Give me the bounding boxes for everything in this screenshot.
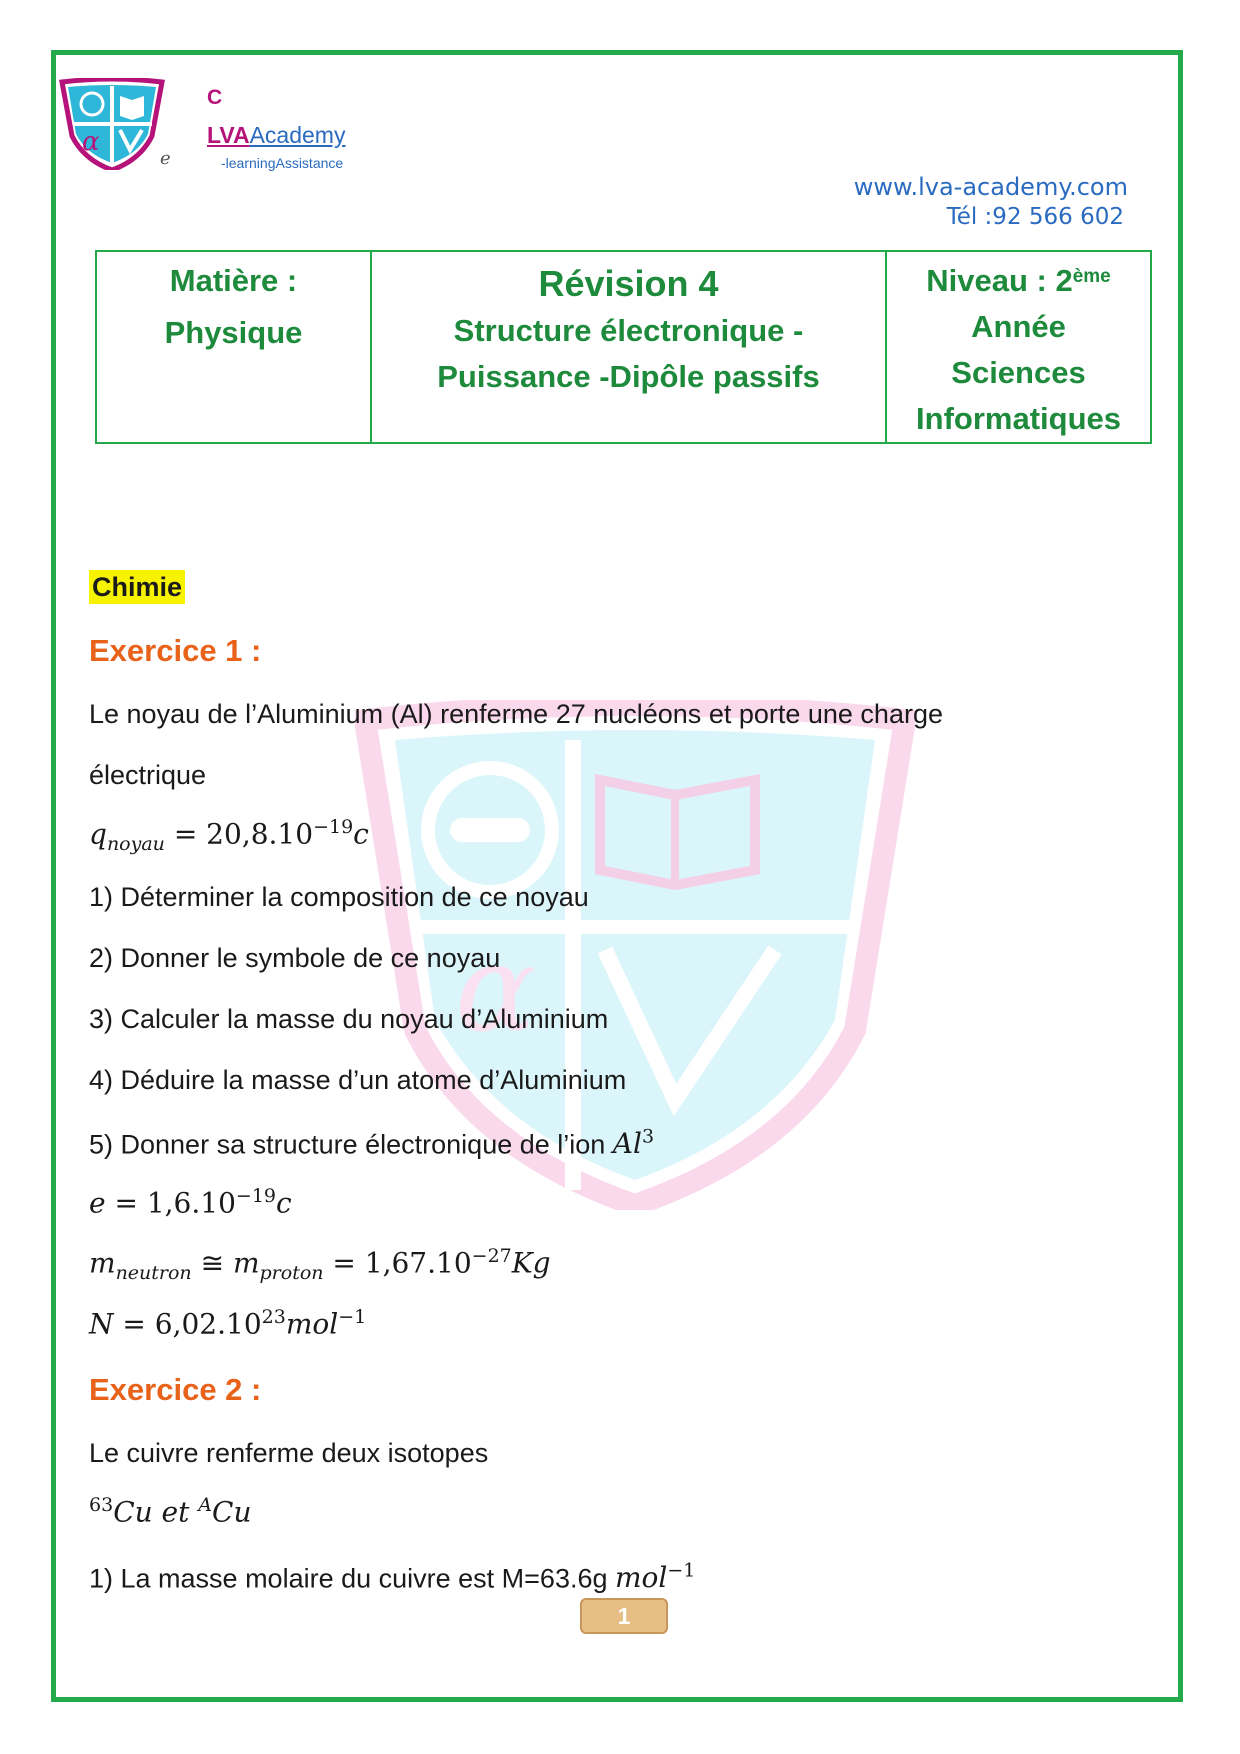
section-highlight: Chimie — [89, 570, 185, 604]
exercise-1-intro-line1: Le noyau de l’Aluminium (Al) renferme 27 nucléons et porte une charge — [89, 699, 943, 729]
academy-logo-icon — [58, 78, 166, 170]
exercise-1-title: Exercice 1 : — [89, 633, 262, 668]
formula-avogadro: $N = 6,02.10^{23}mol^{-1}$ — [89, 1306, 367, 1341]
exercise-1-question-4: 4) Déduire la masse d’un atome d’Aluminium — [89, 1065, 627, 1095]
niveau-sup: ème — [1072, 266, 1111, 287]
svg-text:α: α — [455, 920, 537, 1059]
logo-e-letter: e — [160, 148, 171, 169]
website-link[interactable]: www.lva-academy.com — [853, 173, 1128, 201]
exercise-1-question-1: 1) Déterminer la composition de ce noyau — [89, 882, 589, 912]
revision-cell — [371, 251, 886, 443]
revision-subtitle-line2: Puissance -Dipôle passifs — [437, 359, 820, 394]
page-number: 1 — [580, 1598, 668, 1634]
formula-q-noyau: $q_{noyau} = 20,8.10^{-19}c$ — [89, 816, 369, 855]
formula-isotopes: $^{63}$Cu et $^A$Cu — [89, 1494, 252, 1529]
exercise-2-question-1 — [89, 1560, 695, 1594]
formula-e-charge: $e = 1,6.10^{-19}c$ — [89, 1185, 292, 1220]
matiere-cell — [96, 251, 371, 443]
section-heading — [89, 572, 185, 603]
logo-c-letter: C — [207, 86, 223, 109]
exercise-2-question-1-text: 1) La masse molaire du cuivre est M=63.6g — [89, 1563, 615, 1594]
brand-academy: Academy — [249, 122, 346, 148]
niveau-prefix: Niveau : 2 — [926, 263, 1073, 298]
revision-subtitle-line1: Structure électronique - — [453, 313, 804, 348]
formula-mol-unit: mol$^{-1}$ — [615, 1560, 696, 1595]
exercise-2-title: Exercice 2 : — [89, 1372, 262, 1407]
exercise-1-question-3: 3) Calculer la masse du noyau d’Aluminium — [89, 1004, 609, 1034]
revision-title: Révision 4 — [538, 263, 719, 304]
exercise-1-question-5-text: 5) Donner sa structure électronique de l’ion — [89, 1129, 613, 1160]
niveau-line3: Sciences — [951, 355, 1086, 390]
exercise-1-question-2: 2) Donner le symbole de ce noyau — [89, 943, 501, 973]
svg-text:α: α — [82, 127, 100, 157]
phone-number: Tél :92 566 602 — [946, 204, 1124, 230]
brand-lva: LVA — [207, 122, 250, 148]
brand-name — [207, 122, 345, 149]
exercise-1-intro-line2: électrique — [89, 760, 207, 790]
niveau-line4: Informatiques — [916, 401, 1121, 436]
niveau-label — [887, 252, 1150, 304]
matiere-value: Physique — [164, 315, 303, 350]
niveau-line2: Année — [971, 309, 1066, 344]
formula-al-ion: Al$^3$ — [612, 1126, 655, 1161]
formula-masses: $m_{neutron}$ ≅ $m_{proton} = 1,67.10^{-27}Kg$ — [89, 1245, 551, 1284]
exercise-2-intro: Le cuivre renferme deux isotopes — [89, 1438, 489, 1468]
header-info-table — [95, 250, 1152, 444]
matiere-label: Matière : — [169, 263, 298, 298]
exercise-1-question-5 — [89, 1126, 654, 1160]
brand-tagline: -learningAssistance — [221, 155, 344, 171]
niveau-cell — [886, 251, 1151, 443]
